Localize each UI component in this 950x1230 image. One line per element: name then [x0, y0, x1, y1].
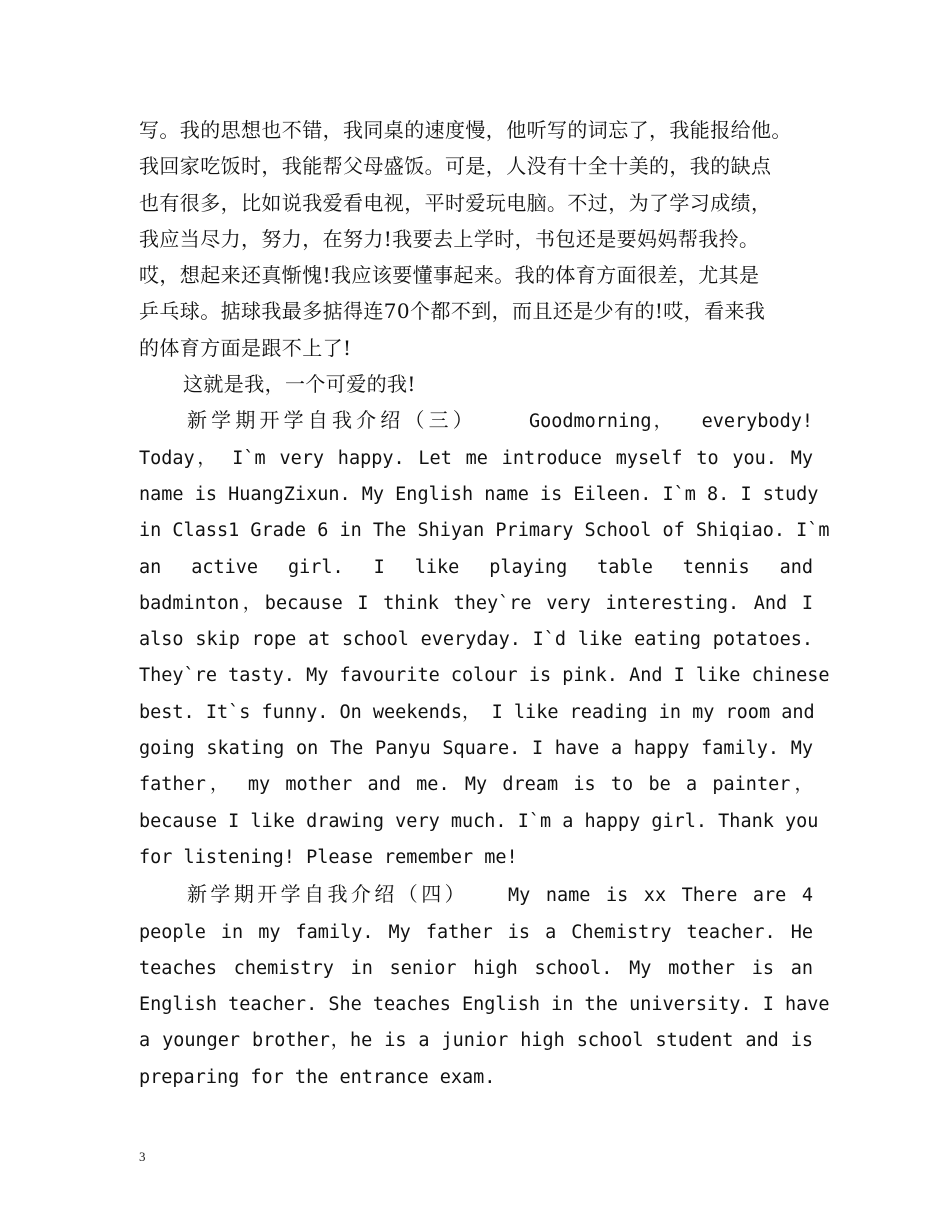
- text-line: 写。我的思想也不错，我同桌的速度慢，他听写的词忘了，我能报给他。: [139, 118, 792, 142]
- section-one-text: [139, 112, 813, 402]
- section-three-heading-line: [139, 402, 813, 440]
- text-line: for listening! Please remember me!: [139, 846, 518, 868]
- text-line: an active girl. I like playing table tennis and: [139, 556, 813, 578]
- text-line: 也有很多，比如说我爱看电视，平时爱玩电脑。不过，为了学习成绩，: [139, 190, 772, 215]
- section-four-heading: 新学期开学自我介绍（四）: [187, 882, 469, 907]
- text-line: people in my family. My father is a Chemistry teacher. He: [139, 921, 813, 943]
- intro-text: My name is xx There are 4: [508, 885, 813, 907]
- text-line: because I like drawing very much. I`m a happy girl. Thank you: [139, 810, 819, 832]
- greeting-text: Goodmorning， everybody!: [528, 411, 813, 433]
- text-line: teaches chemistry in senior high school. My mother is an: [139, 957, 813, 979]
- text-line: 的体育方面是跟不上了!: [139, 335, 352, 360]
- text-line: 我应当尽力，努力，在努力!我要去上学时，书包还是要妈妈帮我拎。: [139, 226, 760, 251]
- text-line: Today， I`m very happy. Let me introduce myself to you. My: [139, 447, 813, 469]
- text-line: English teacher. She teaches English in the university. I have: [139, 994, 830, 1016]
- page-number: 3: [139, 1149, 146, 1164]
- text-line: going skating on The Panyu Square. I have a happy family. My: [139, 738, 813, 760]
- section-three-text: [139, 402, 830, 876]
- text-line: name is HuangZixun. My English name is Eileen. I`m 8. I study: [139, 483, 819, 505]
- text-line: badminton，because I think they`re very interesting. And I: [139, 592, 813, 614]
- section-four-heading-line: [139, 876, 813, 914]
- section-three-heading: 新学期开学自我介绍（三）: [187, 408, 477, 433]
- text-line: preparing for the entrance exam.: [139, 1066, 496, 1088]
- text-line: also skip rope at school everyday. I`d like eating potatoes.: [139, 629, 813, 651]
- text-line: father， my mother and me. My dream is to be a painter，: [139, 774, 813, 796]
- text-line: a younger brother，he is a junior high school student and is: [139, 1030, 813, 1052]
- closing-line: 这就是我，一个可爱的我!: [183, 372, 416, 397]
- text-line: 哎，想起来还真惭愧!我应该要懂事起来。我的体育方面很差，尤其是: [139, 263, 760, 288]
- text-line: 我回家吃饭时，我能帮父母盛饭。可是，人没有十全十美的，我的缺点: [139, 154, 772, 179]
- document-body: [139, 112, 830, 1096]
- text-line: They`re tasty. My favourite colour is pink. And I like chinese: [139, 665, 830, 687]
- text-line: in Class1 Grade 6 in The Shiyan Primary School of Shiqiao. I`m: [139, 520, 830, 542]
- section-four-text: [139, 876, 830, 1096]
- text-line: best. It`s funny. On weekends， I like reading in my room and: [139, 701, 815, 723]
- text-line: 乒乓球。掂球我最多掂得连70个都不到，而且还是少有的!哎，看来我: [139, 299, 766, 324]
